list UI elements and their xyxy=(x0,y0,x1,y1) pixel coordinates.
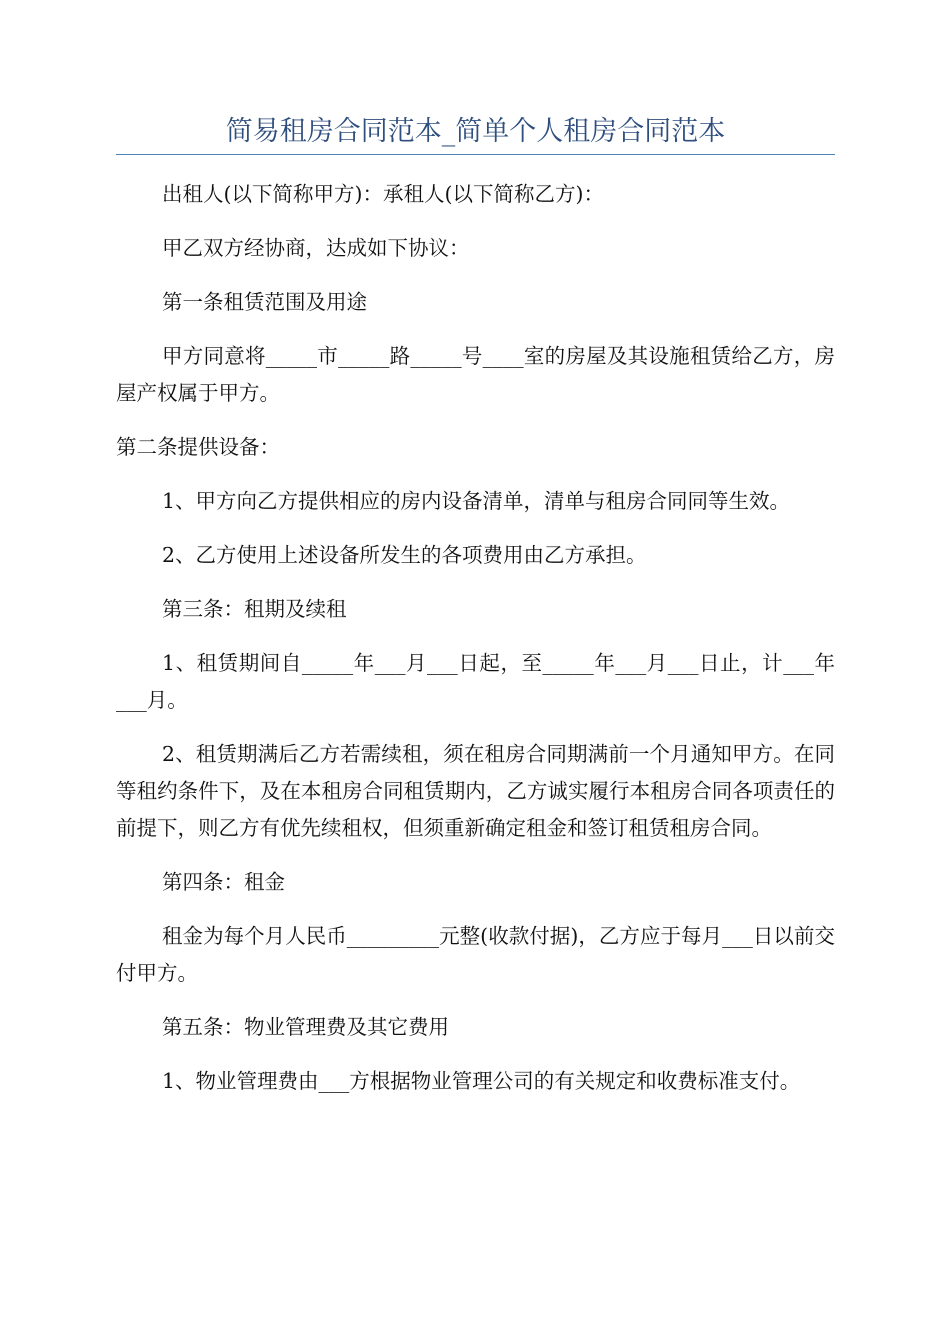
article-5-heading: 第五条：物业管理费及其它费用 xyxy=(162,1015,449,1039)
article-2-heading: 第二条提供设备： xyxy=(116,435,280,459)
article-1-heading: 第一条租赁范围及用途 xyxy=(162,290,367,314)
article-4-heading: 第四条：租金 xyxy=(162,870,285,894)
document-body xyxy=(116,176,835,1117)
article-3-item-1: 1、租赁期间自_____年___月___日起，至_____年___月___日止，计___年___月。 xyxy=(116,651,835,712)
title-underline xyxy=(116,154,835,155)
article-3-item-2: 2、租赁期满后乙方若需续租，须在租房合同期满前一个月通知甲方。在同等租约条件下，及在本租房合同租赁期内，乙方诚实履行本租房合同各项责任的前提下，则乙方有优先续租权，但须重新确定租金和签订租赁租房合同。 xyxy=(116,742,835,840)
article-4-text: 租金为每个月人民币_________元整(收款付据)，乙方应于每月___日以前交付甲方。 xyxy=(116,924,835,985)
document-title: 简易租房合同范本_简单个人租房合同范本 xyxy=(225,116,726,147)
article-1-text: 甲方同意将_____市_____路_____号____室的房屋及其设施租赁给乙方，房屋产权属于甲方。 xyxy=(116,344,835,405)
parties-line: 出租人(以下简称甲方)：承租人(以下简称乙方)： xyxy=(162,182,604,206)
article-2-item-1: 1、甲方向乙方提供相应的房内设备清单，清单与租房合同同等生效。 xyxy=(162,489,791,513)
agreement-intro: 甲乙双方经协商，达成如下协议： xyxy=(162,236,470,260)
article-5-item-1: 1、物业管理费由___方根据物业管理公司的有关规定和收费标准支付。 xyxy=(162,1069,801,1093)
article-2-item-2: 2、乙方使用上述设备所发生的各项费用由乙方承担。 xyxy=(162,543,647,567)
article-3-heading: 第三条：租期及续租 xyxy=(162,597,347,621)
